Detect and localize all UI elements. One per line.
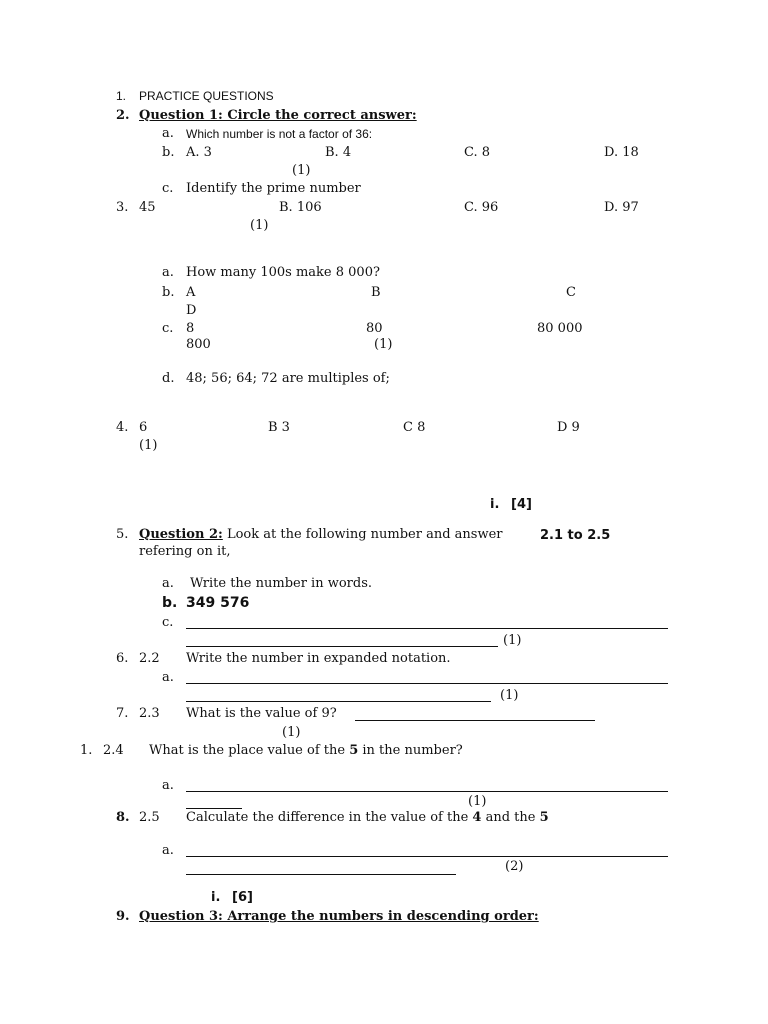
- answer-line[interactable]: [186, 874, 456, 875]
- question-text: Write the number in expanded notation.: [186, 651, 451, 666]
- sub-letter: b.: [162, 285, 175, 300]
- option-d: D. 18: [604, 145, 639, 160]
- question-2-label: Question 2:: [139, 527, 223, 542]
- total-roman: i.: [490, 497, 500, 512]
- mark-allocation: (1): [139, 438, 158, 453]
- highlight-digit: 5: [349, 743, 359, 758]
- option-c: C: [566, 285, 576, 300]
- given-number: 349 576: [186, 595, 250, 611]
- option-c: C 8: [403, 420, 426, 435]
- question-text: What is the value of 9?: [186, 706, 337, 721]
- question-text: Which number is not a factor of 36:: [186, 127, 373, 141]
- option-value: 800: [186, 337, 211, 352]
- question-text-part: and the: [481, 810, 540, 825]
- section-total: [6]: [232, 890, 253, 905]
- item-number: 1.: [80, 743, 93, 758]
- item-number: 7.: [116, 706, 129, 721]
- option-a: A. 3: [186, 145, 212, 160]
- answer-line[interactable]: [186, 683, 668, 684]
- option-d: D 9: [557, 420, 580, 435]
- question-3-heading: Question 3: Arrange the numbers in descending order:: [139, 909, 539, 924]
- mark-allocation: (1): [250, 218, 269, 233]
- highlight-digit: 5: [539, 810, 549, 825]
- sub-letter: c.: [162, 181, 174, 196]
- question-text: Write the number in words.: [190, 576, 373, 591]
- sub-question-number: 2.3: [139, 706, 160, 721]
- answer-line[interactable]: [186, 856, 668, 857]
- sub-letter: d.: [162, 371, 175, 386]
- mark-allocation: (1): [292, 163, 311, 178]
- item-number: 5.: [116, 527, 129, 542]
- question-range: 2.1 to 2.5: [540, 528, 611, 543]
- doc-heading: PRACTICE QUESTIONS: [139, 89, 274, 103]
- answer-line[interactable]: [186, 646, 498, 647]
- item-number: 4.: [116, 420, 129, 435]
- sub-letter: c.: [162, 615, 174, 630]
- sub-letter: b.: [162, 595, 178, 611]
- sub-question-number: 2.2: [139, 651, 160, 666]
- sub-letter: a.: [162, 670, 174, 685]
- option-value: 80: [366, 321, 383, 336]
- question-text: [186, 810, 549, 826]
- option-value: 8: [186, 321, 195, 336]
- question-text-part: Calculate the difference in the value of the: [186, 810, 473, 825]
- question-text: refering on it,: [139, 544, 231, 559]
- option-a: 45: [139, 200, 156, 215]
- option-b: B: [371, 285, 381, 300]
- item-number: 8.: [116, 810, 130, 825]
- answer-line[interactable]: [186, 628, 668, 629]
- sub-letter: a.: [162, 126, 174, 141]
- item-number: 6.: [116, 651, 129, 666]
- question-text: [149, 743, 463, 759]
- sub-letter: a.: [162, 576, 174, 591]
- option-d: D. 97: [604, 200, 639, 215]
- mark-allocation: (2): [505, 859, 524, 874]
- question-text-part: What is the place value of the: [149, 743, 350, 758]
- option-b: B. 106: [279, 200, 322, 215]
- question-text-part: in the number?: [358, 743, 463, 758]
- sub-letter: a.: [162, 265, 174, 280]
- item-number: 3.: [116, 200, 129, 215]
- sub-question-number: 2.5: [139, 810, 160, 825]
- question-1-heading: Question 1: Circle the correct answer:: [139, 108, 417, 123]
- sub-letter: a.: [162, 778, 174, 793]
- answer-line[interactable]: [186, 808, 242, 809]
- item-number: 2.: [116, 108, 130, 123]
- sub-letter: a.: [162, 843, 174, 858]
- answer-line[interactable]: [186, 791, 668, 792]
- option-b: B. 4: [325, 145, 352, 160]
- section-total: [4]: [511, 497, 532, 512]
- answer-line[interactable]: [186, 701, 491, 702]
- item-number: 1.: [116, 89, 127, 103]
- question-text: How many 100s make 8 000?: [186, 265, 380, 280]
- highlight-digit: 4: [472, 810, 482, 825]
- question-text: Identify the prime number: [186, 181, 361, 196]
- question-2-text: Look at the following number and answer: [222, 527, 503, 542]
- question-text: 48; 56; 64; 72 are multiples of;: [186, 371, 390, 386]
- question-2-heading: [139, 527, 503, 543]
- item-number: 9.: [116, 909, 130, 924]
- sub-question-number: 2.4: [103, 743, 124, 758]
- mark-allocation: (1): [503, 633, 522, 648]
- answer-line[interactable]: [355, 720, 595, 721]
- option-c: C. 96: [464, 200, 499, 215]
- total-roman: i.: [211, 890, 221, 905]
- option-d: D: [186, 303, 197, 318]
- mark-allocation: (1): [500, 688, 519, 703]
- sub-letter: c.: [162, 321, 174, 336]
- option-a: 6: [139, 420, 148, 435]
- option-a: A: [186, 285, 196, 300]
- option-value: 80 000: [537, 321, 583, 336]
- option-c: C. 8: [464, 145, 491, 160]
- option-b: B 3: [268, 420, 290, 435]
- mark-allocation: (1): [468, 794, 487, 809]
- mark-allocation: (1): [282, 725, 301, 740]
- sub-letter: b.: [162, 145, 175, 160]
- mark-allocation: (1): [374, 337, 393, 352]
